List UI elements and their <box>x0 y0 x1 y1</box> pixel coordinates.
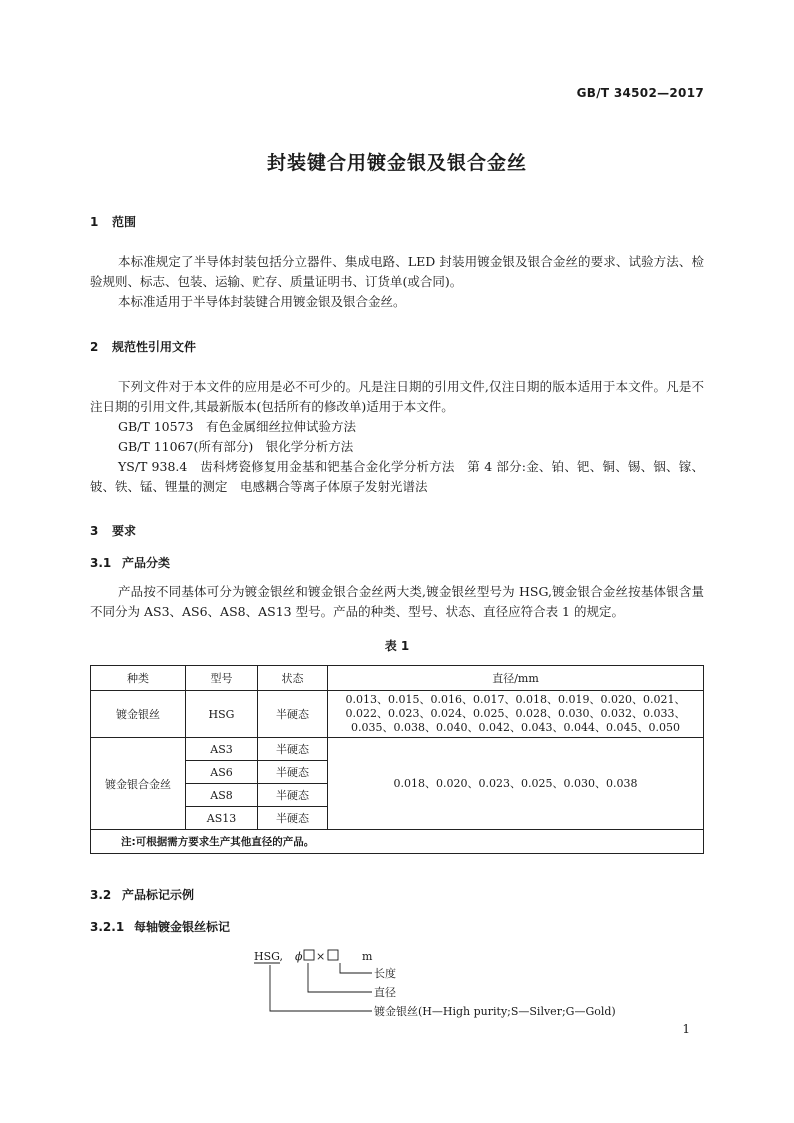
section-1-heading <box>90 213 136 230</box>
classification-paragraph: 产品按不同基体可分为镀金银丝和镀金银合金丝两大类,镀金银丝型号为 HSG,镀金银合金丝按基体银含量不同分为 AS3、AS6、AS8、AS13 型号。产品的种类、型号、状态、直径应符合表 1 的规定。 <box>90 584 704 619</box>
table-row <box>91 691 704 738</box>
diameter-cell: 0.018、0.020、0.023、0.025、0.030、0.038 <box>328 738 704 830</box>
length-connector <box>340 963 372 973</box>
table-note-row <box>91 830 704 854</box>
product-spec-table <box>90 665 704 854</box>
model-cell: AS13 <box>186 807 258 830</box>
length-box <box>328 950 338 960</box>
model-cell: AS6 <box>186 761 258 784</box>
section-title: 产品标记示例 <box>122 888 195 902</box>
section-3-2-heading <box>90 886 194 903</box>
model-cell: AS8 <box>186 784 258 807</box>
model-cell: HSG <box>186 691 258 738</box>
state-cell: 半硬态 <box>258 691 328 738</box>
header-state: 状态 <box>258 666 328 691</box>
normative-intro: 下列文件对于本文件的应用是必不可少的。凡是注日期的引用文件,仅注日期的版本适用于本文件。凡是不注日期的引用文件,其最新版本(包括所有的修改单)适用于本文件。 <box>90 379 704 414</box>
table-caption: 表 1 <box>384 639 410 653</box>
table-row <box>91 738 704 761</box>
section-title: 范围 <box>112 215 137 229</box>
section-3-1-heading <box>90 554 170 571</box>
section-title: 规范性引用文件 <box>112 340 197 354</box>
section-title: 产品分类 <box>122 556 171 570</box>
state-cell: 半硬态 <box>258 784 328 807</box>
diameter-label: 直径 <box>374 986 396 999</box>
diameter-box <box>304 950 314 960</box>
material-label: 镀金银丝(H—High purity;S—Silver;G—Gold) <box>374 1005 616 1018</box>
times-symbol: × <box>316 950 326 963</box>
diameter-cell: 0.013、0.015、0.016、0.017、0.018、0.019、0.020、0.021、0.022、0.023、0.024、0.025、0.028、0.030、0.032、0.033、0.035、0.038、0.040、0.042、0.043、0.044、0.045、0.050 <box>328 691 704 738</box>
table-note: 注:可根据需方要求生产其他直径的产品。 <box>91 830 704 854</box>
section-number: 3.1 <box>90 556 112 570</box>
section-number: 3 <box>90 524 99 538</box>
scope-paragraph-2: 本标准适用于半导体封装键合用镀金银及银合金丝。 <box>118 294 406 309</box>
marking-code: HSG, <box>254 950 284 963</box>
section-2-heading <box>90 338 196 355</box>
model-cell: AS3 <box>186 738 258 761</box>
material-connector <box>270 965 372 1011</box>
section-number: 3.2.1 <box>90 920 125 934</box>
section-number: 1 <box>90 215 99 229</box>
header-diameter: 直径/mm <box>328 666 704 691</box>
marking-diagram <box>250 945 650 1025</box>
unit-symbol: m <box>362 950 373 963</box>
section-number: 3.2 <box>90 888 112 902</box>
section-3-heading <box>90 522 136 539</box>
reference-item: GB/T 11067(所有部分) 银化学分析方法 <box>118 439 354 454</box>
section-number: 2 <box>90 340 99 354</box>
state-cell: 半硬态 <box>258 761 328 784</box>
reference-item: YS/T 938.4 齿科烤瓷修复用金基和钯基合金化学分析方法 第 4 部分:金、铂、钯、铜、锡、铟、镓、铍、铁、锰、锂量的测定 电感耦合等离子体原子发射光谱法 <box>90 459 704 494</box>
state-cell: 半硬态 <box>258 807 328 830</box>
header-model: 型号 <box>186 666 258 691</box>
section-3-2-1-heading <box>90 918 230 935</box>
header-kind: 种类 <box>91 666 186 691</box>
section-title: 每轴镀金银丝标记 <box>134 920 231 934</box>
length-label: 长度 <box>374 967 396 980</box>
page-number: 1 <box>682 1022 690 1036</box>
section-title: 要求 <box>112 524 137 538</box>
kind-cell: 镀金银丝 <box>91 691 186 738</box>
phi-symbol: ϕ <box>295 950 303 963</box>
state-cell: 半硬态 <box>258 738 328 761</box>
table-header-row <box>91 666 704 691</box>
kind-cell: 镀金银合金丝 <box>91 738 186 830</box>
standard-number: GB/T 34502—2017 <box>576 86 704 100</box>
scope-paragraph-1: 本标准规定了半导体封装包括分立器件、集成电路、LED 封装用镀金银及银合金丝的要求、试验方法、检验规则、标志、包装、运输、贮存、质量证明书、订货单(或合同)。 <box>90 254 704 289</box>
reference-item: GB/T 10573 有色金属细丝拉伸试验方法 <box>118 419 356 434</box>
document-title: 封装键合用镀金银及银合金丝 <box>266 152 527 174</box>
